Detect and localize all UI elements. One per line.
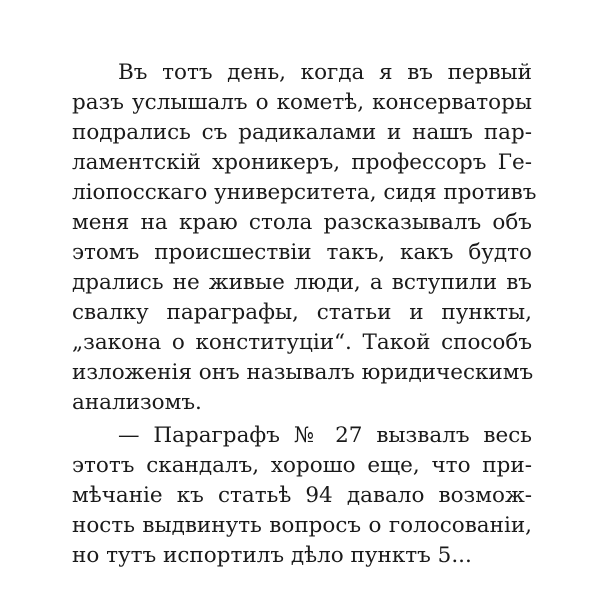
text-line: этомъ происшествіи такъ, какъ будто [72,240,532,265]
text-line: но тутъ испортилъ дѣло пунктъ 5... [72,543,472,568]
text-line: — Параграфъ № 27 вызвалъ весь [118,423,532,448]
text-line: Въ тотъ день, когда я въ первый [118,60,532,85]
text-line: анализомъ. [72,390,202,415]
text-line: меня на краю стола разсказывалъ объ [72,210,532,235]
text-line: ліопосскаго университета, сидя противъ [72,180,537,205]
body-text [72,58,537,571]
text-line: подрались съ радикалами и нашъ пар- [72,120,532,145]
text-line: изложенія онъ называлъ юридическимъ [72,360,534,385]
text-line: ность выдвинуть вопросъ о голосованіи, [72,513,532,538]
text-line: разъ услышалъ о кометѣ, консерваторы [72,90,532,115]
text-line: свалку параграфы, статьи и пункты, [72,300,532,325]
text-line: мѣчаніе къ статьѣ 94 давало возмож- [72,483,532,508]
text-line: ламентскій хроникеръ, профессоръ Ге- [72,150,532,175]
text-line: дрались не живые люди, а вступили въ [72,270,532,295]
text-line: „закона о конституціи“. Такой способъ [72,330,532,355]
text-line: этотъ скандалъ, хорошо еще, что при- [72,453,532,478]
